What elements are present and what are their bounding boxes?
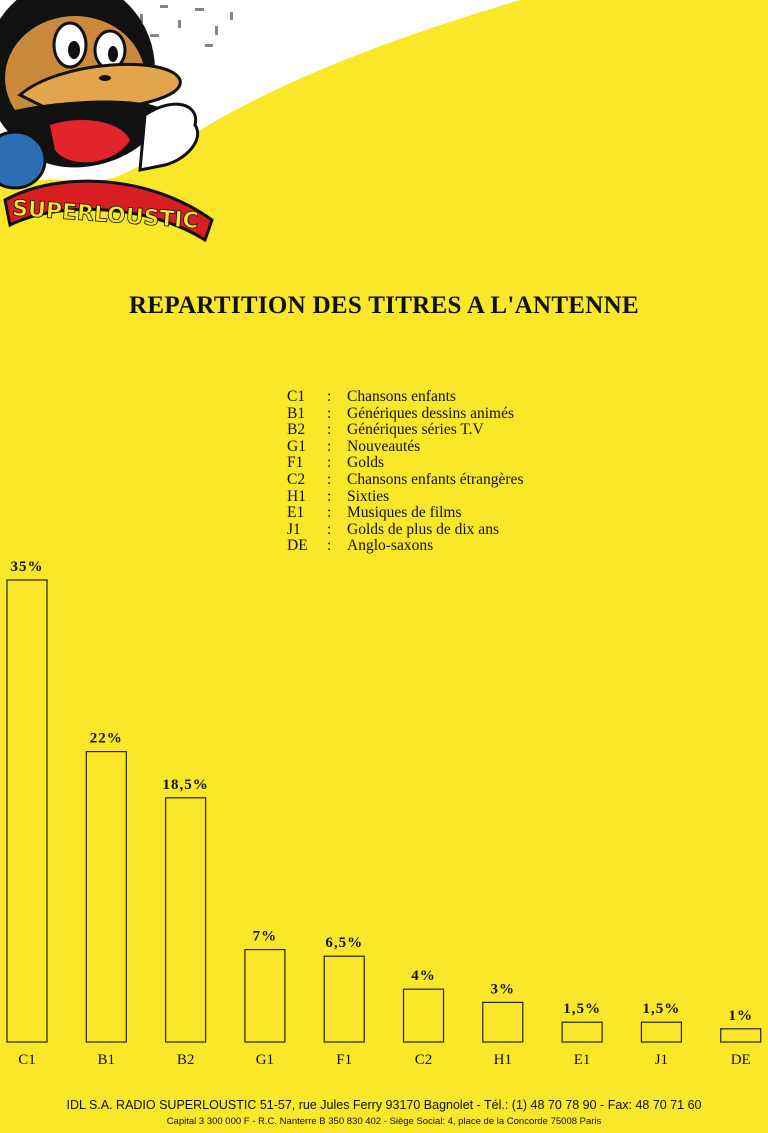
legend-separator: : [327,404,332,422]
legend-label: Golds de plus de dix ans [347,520,499,538]
legend-separator: : [327,520,332,538]
legend-item [287,406,523,423]
legend-item [287,422,523,439]
chart-legend [287,389,523,555]
tick-label-B2: B2 [176,1052,195,1068]
legend-item [287,455,523,472]
legend-label: Génériques dessins animés [347,404,515,422]
legend-item [287,439,523,456]
legend-label: Nouveautés [347,437,421,455]
legend-item [287,489,523,506]
bar-C1 [7,580,47,1042]
legend-separator: : [327,487,332,505]
data-label-DE: 1% [728,1007,753,1024]
legend-code: C2 [287,470,306,488]
bar-chart [0,537,768,1075]
legend-label: Chansons enfants étrangères [347,470,524,488]
data-label-F1: 6,5% [325,935,364,952]
tick-label-C1: C1 [18,1052,36,1068]
data-label-H1: 3% [490,981,516,998]
data-label-B1: 22% [89,730,123,747]
data-label-J1: 1,5% [642,1001,681,1018]
legend-separator: : [327,421,332,439]
superloustic-logo [0,0,240,250]
tick-label-F1: F1 [336,1052,353,1068]
legend-code: E1 [287,504,305,522]
data-label-B2: 18,5% [162,776,209,793]
footer-address: IDL S.A. RADIO SUPERLOUSTIC 51-57, rue Jules Ferry 93170 Bagnolet - Tél.: (1) 48 70 78 90 - Fax: 48 70 71 60 [66,1098,702,1112]
legend-code: DE [287,537,308,555]
data-label-G1: 7% [252,928,278,945]
bar-C2 [404,989,444,1042]
bar-B2 [166,798,206,1042]
legend-separator: : [327,504,332,522]
legend-label: Anglo-saxons [347,537,434,555]
legend-separator: : [327,454,332,472]
bar-B1 [86,752,126,1042]
tick-label-C2: C2 [414,1052,433,1068]
legend-item [287,389,523,406]
legend-separator: : [327,537,332,555]
legend-item [287,522,523,539]
legend-item [287,472,523,489]
bar-G1 [245,950,285,1042]
legend-code: B1 [287,404,306,422]
legend-label: Génériques séries T.V [347,421,484,439]
legend-code: J1 [287,520,301,538]
tick-label-J1: J1 [654,1052,669,1068]
bar-E1 [562,1022,602,1042]
legend-code: F1 [287,454,304,472]
footer-legal: Capital 3 300 000 F - R.C. Nanterre B 350 830 402 - Siège Social: 4, place de la Concorde 75008 Paris [166,1116,602,1127]
bar-J1 [641,1022,681,1042]
legend-label: Sixties [347,487,390,505]
legend-separator: : [327,388,332,405]
logo-text: SUPERLOUSTIC [11,196,200,235]
tick-label-G1: G1 [255,1052,275,1068]
data-label-E1: 1,5% [563,1001,601,1018]
tick-label-B1: B1 [97,1052,116,1068]
bar-H1 [483,1002,523,1042]
legend-code: C1 [287,388,306,405]
data-label-C1: 35% [10,559,44,575]
legend-item [287,505,523,522]
tick-label-DE: DE [730,1052,751,1068]
legend-label: Musiques de films [347,504,462,522]
bar-F1 [324,956,364,1042]
legend-code: G1 [287,437,306,455]
tick-label-E1: E1 [573,1052,591,1068]
legend-code: B2 [287,421,306,439]
legend-code: H1 [287,487,306,505]
legend-label: Golds [347,454,385,472]
legend-separator: : [327,470,332,488]
data-label-C2: 4% [411,968,436,985]
legend-separator: : [327,437,332,455]
legend-label: Chansons enfants [347,388,456,405]
tick-label-H1: H1 [493,1052,512,1068]
bar-DE [721,1029,761,1042]
chart-title: REPARTITION DES TITRES A L'ANTENNE [129,292,639,319]
